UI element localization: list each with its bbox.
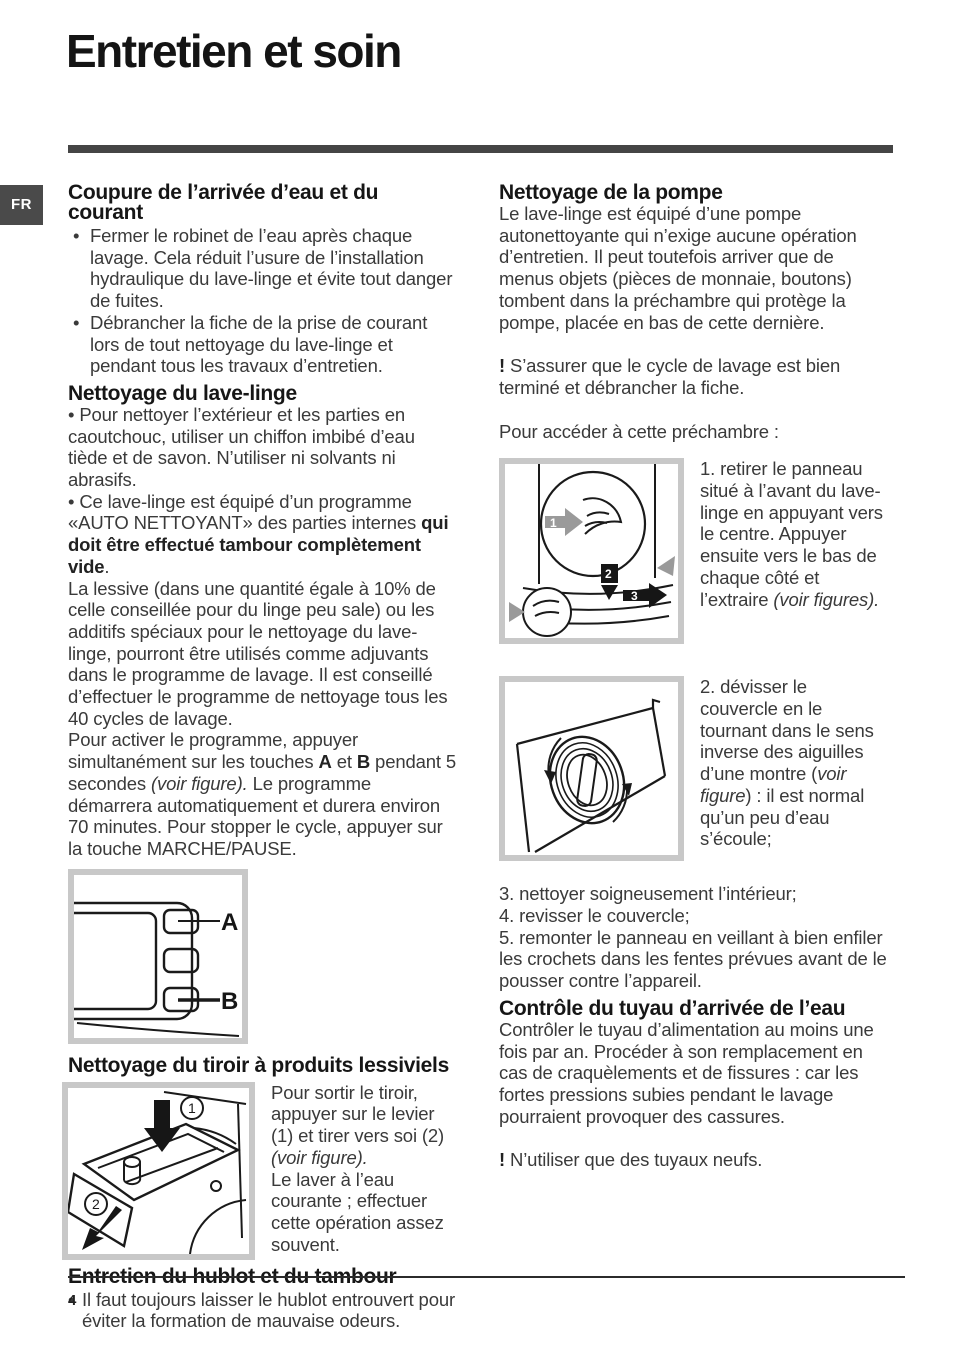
right-column [499, 183, 891, 1171]
page-number: 4 [68, 1292, 77, 1309]
pump-step-2: 2. dévisser le couvercle en le tournant dans le sens inverse des aiguilles d’une montre (voir figure) : il est normal qu’un peu d’eau s’écoule; [700, 676, 874, 850]
heading-water-power-cutoff: Coupure de l’arrivée d’eau et du courant [68, 181, 379, 224]
figure-panel-removal [499, 458, 684, 644]
door-drum-bullet-list [68, 1289, 458, 1332]
drawer-instructions [271, 1082, 458, 1256]
machine-cleaning-bullet-1: • Pour nettoyer l’extérieur et les parties en caoutchouc, utiliser un chiffon imbibé d’eau tiède et de savon. N’utiliser ni solvants ni abrasifs. [68, 403, 415, 491]
pump-intro: Le lave-linge est équipé d’une pompe autonettoyante qui n’exige aucune opération d’entretien. Il peut toutefois arriver que de menus objets (pièces de monnaie, boutons) tombent dans la préchambre qui protège la pompe, placée en bas de cette dernière. [499, 203, 857, 333]
page-title: Entretien et soin [66, 25, 401, 77]
language-badge: FR [0, 185, 43, 225]
figure-callout-1: 1 [550, 516, 557, 531]
drawer-text-1: Pour sortir le tiroir, appuyer sur le levier (1) et tirer vers soi (2) (voir figure). [271, 1081, 445, 1168]
machine-cleaning-paragraph-2: Pour activer le programme, appuyer simultanément sur les touches A et B pendant 5 secondes (voir figure). Le programme démarrera automatiquement et durera environ 70 minutes. Pour stopper le cycle, appuyer sur la touche MARCHE/PAUSE. [68, 729, 457, 859]
pump-warning: ! S’assurer que le cycle de lavage est bien terminé et débrancher la fiche. [499, 355, 841, 398]
figure-pump-cover [499, 676, 684, 861]
footer-divider [68, 1276, 905, 1278]
pump-access-line: Pour accéder à cette préchambre : [499, 420, 779, 442]
hose-warning: ! N’utiliser que des tuyaux neufs. [499, 1149, 763, 1171]
figure-callout-3: 3 [631, 589, 638, 604]
control-panel-illustration [74, 875, 242, 1038]
pump-step-5: 5. remonter le panneau en veillant à bien enfiler les crochets dans les fentes prévues avant de le pousser contre l’appareil. [499, 926, 887, 992]
drawer-text-2: Le laver à l’eau courante ; effectuer cette opération assez souvent. [271, 1168, 444, 1255]
figure-control-panel-ab [68, 869, 248, 1044]
heading-inlet-hose-check: Contrôle du tuyau d’arrivée de l’eau [499, 996, 846, 1020]
pump-figure-row-2 [499, 676, 891, 861]
figure-callout-b: B [221, 987, 239, 1015]
pump-cover-illustration [505, 682, 678, 855]
figure-detergent-drawer [62, 1082, 255, 1260]
pump-steps-3-5 [499, 883, 891, 992]
drawer-figure-row [68, 1082, 458, 1260]
figure-callout-2: 2 [605, 567, 612, 582]
machine-cleaning-paragraph-1: La lessive (dans une quantité égale à 10% de celle conseillée pour du linge peu sale) ou les additifs spéciaux pour le nettoyage du lave-linge, pourront être utilisés comme adjuvants dans le programme de lavage. Il est conseillé d’effectuer le programme de nettoyage tous les 40 cycles de lavage. [68, 577, 448, 729]
pump-step-3: 3. nettoyer soigneusement l’intérieur; [499, 883, 797, 905]
water-power-bullet-list [68, 225, 458, 377]
list-item: • Fermer le robinet de l’eau après chaque lavage. Cela réduit l’usure de l’installation hydraulique du lave-linge et évite tout danger de fuites. [68, 225, 458, 312]
heading-pump-cleaning: Nettoyage de la pompe [499, 181, 723, 204]
list-item: • Il faut toujours laisser le hublot entrouvert pour éviter la formation de mauvaise odeurs. [68, 1289, 458, 1332]
figure-callout-1: 1 [188, 1099, 196, 1116]
title-divider-bar [68, 145, 893, 153]
pump-step-4: 4. revisser le couvercle; [499, 905, 690, 927]
figure-callout-2: 2 [92, 1195, 100, 1212]
pump-step-1: 1. retirer le panneau situé à l’avant du lave-linge en appuyant vers le centre. Appuyer ensuite vers le bas de chaque côté et l’extraire (voir figures). [700, 458, 883, 610]
detergent-drawer-illustration [68, 1088, 249, 1254]
list-item: • Débrancher la fiche de la prise de courant lors de tout nettoyage du lave-linge et pendant tous les travaux d’entretien. [68, 312, 458, 377]
heading-machine-cleaning: Nettoyage du lave-linge [68, 381, 297, 405]
figure-callout-a: A [221, 908, 239, 936]
hose-paragraph: Contrôler le tuyau d’alimentation au moins une fois par an. Procéder à son remplacement en cas de craquèlements et de fissures : car les fortes pressions subies pendant le lavage pourraient provoquer des cassures. [499, 1018, 874, 1127]
heading-door-drum-care: Entretien du hublot et du tambour [68, 1264, 397, 1288]
panel-removal-illustration [505, 464, 678, 638]
machine-cleaning-bullet-2: • Ce lave-linge est équipé d’un programme «AUTO NETTOYANT» des parties internes qui doit être effectué tambour complètement vide. [68, 490, 449, 577]
heading-detergent-drawer: Nettoyage du tiroir à produits lessiviels [68, 1053, 449, 1077]
left-column [68, 183, 458, 1332]
pump-figure-row-1 [499, 458, 891, 644]
